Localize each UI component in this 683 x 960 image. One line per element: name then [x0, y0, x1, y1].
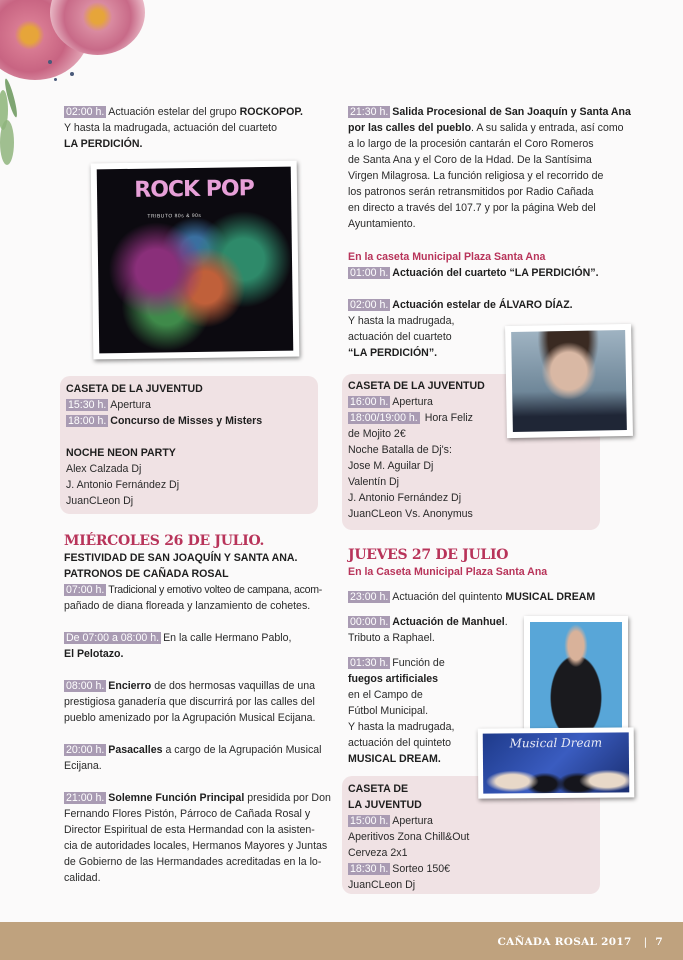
leaf-decoration — [0, 120, 14, 165]
wednesday-section: MIÉRCOLES 26 DE JULIO. FESTIVIDAD DE SAN JOAQUÍN Y SANTA ANA. PATRONOS DE CAÑADA ROSAL 07:00 h. Tradicional y emotivo volteo de campana, acom- pañado de diana floreada y lanzamiento de cohetes. De 07:00 a 08:00 h. En la calle Hermano Pablo, El Pelotazo. 08:00 h. Encierro de dos hermosas vaquillas de una prestigiosa ganadería que discurrirá por las calles del pueblo amenizado por la Agrupación Musical Ecijana. 20:00 h. Pasacalles a cargo de la Agrupación Musical Ecijana. 21:00 h. Solemne Función Principal presidida por Don Fernando Flores Pistón, Párroco de Cañada Rosal y Director Espiritual de esta Hermandad con la asisten- cia de autoridades locales, Hermanos Mayores y Juntas de Gobierno de las Hermandades acreditadas en la lo- calidad. — [64, 532, 334, 886]
rockopop-announcement: 02:00 h. Actuación estelar del grupo ROCKOPOP. Y hasta la madrugada, actuación del cuarteto LA PERDICIÓN. — [64, 106, 304, 150]
page-footer — [0, 922, 683, 960]
caseta-juventud-box-tuesday: CASETA DE LA JUVENTUD 15:30 h. Apertura 18:00 h. Concurso de Misses y Misters NOCHE NEON PARTY Alex Calzada Dj J. Antonio Fernández Dj JuanCLeon Dj — [60, 376, 318, 514]
caseta-juventud-box-thursday: CASETA DE LA JUVENTUD 15:00 h. Apertura Aperitivos Zona Chill&Out Cerveza 2x1 18:30 h. Sorteo 150€ JuanCLeon Dj — [342, 776, 600, 894]
publication-title: CAÑADA ROSAL 2017 — [497, 936, 632, 948]
page-number: 7 — [655, 936, 663, 948]
time-badge: 02:00 h. — [66, 106, 105, 118]
thursday-section: JUEVES 27 DE JULIO En la Caseta Municipal Plaza Santa Ana 23:00 h. Actuación del quintento MUSICAL DREAM 00:00 h. Actuación de Manhuel. Tributo a Raphael. 01:30 h. Función de fuegos artificiales en el Campo de Fútbol Municipal. Y hasta la madrugada, actuación del quinteto MUSICAL DREAM. — [348, 546, 633, 767]
musical-dream-photo — [478, 727, 635, 798]
day-heading: JUEVES 27 DE JULIO — [348, 547, 509, 563]
rockopop-logo: ROCK POP — [134, 176, 254, 203]
caseta-juventud-box-wednesday: CASETA DE LA JUVENTUD 16:00 h. Apertura 18:00/19:00 h. Hora Feliz de Mojito 2€ Noche Batalla de Dj's: Jose M. Aguilar Dj Valentín Dj J. Antonio Fernández Dj JuanCLeon Vs. Anonymus — [342, 374, 600, 530]
manhuel-photo — [524, 616, 628, 736]
procession-announcement: 21:30 h. Salida Procesional de San Joaquín y Santa Ana por las calles del pueblo. A su salida y entrada, así como a lo largo de la procesión cantarán el Coro Romeros de Santa Ana y el Coro de la Hdad. De la Santísima Virgen Milagrosa. La función religiosa y el recorrido de los patronos serán retransmitidos por Radio Cañada en directo a través del 107.7 y por la página Web del Ayuntamiento. — [348, 106, 631, 230]
musical-dream-caption: Musical Dream — [509, 735, 603, 751]
footer-separator: | — [643, 936, 648, 948]
rockopop-tagline: TRIBUTO 80s & 90s — [147, 212, 202, 220]
rockopop-band-photo — [91, 161, 300, 360]
alvaro-diaz-photo — [505, 324, 633, 438]
municipal-caseta-section: En la caseta Municipal Plaza Santa Ana 01:00 h. Actuación del cuarteto “LA PERDICIÓN”. 02:00 h. Actuación estelar de ÁLVARO DÍAZ. Y hasta la madrugada, actuación del cuarteto “LA PERDICIÓN”. — [348, 251, 599, 359]
day-heading: MIÉRCOLES 26 DE JULIO. — [64, 533, 265, 549]
decorative-flower-illustration — [0, 0, 140, 110]
